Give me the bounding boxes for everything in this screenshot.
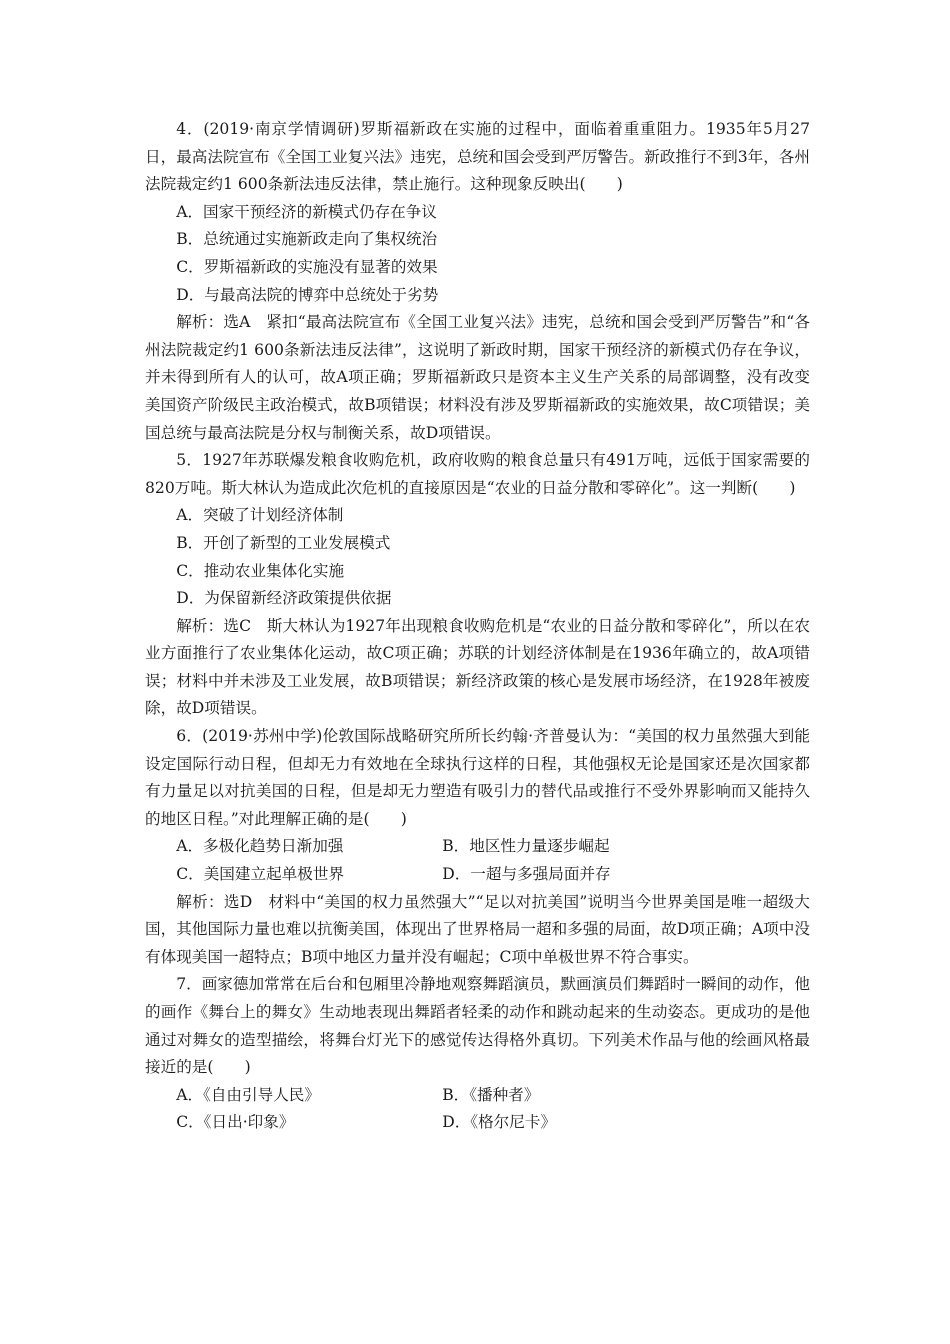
question-5-option-a: A．突破了计划经济体制 bbox=[176, 506, 344, 525]
document-page bbox=[145, 116, 810, 1137]
question-4-option-c: C．罗斯福新政的实施没有显著的效果 bbox=[176, 257, 438, 276]
question-6-option-b: B．地区性力量逐步崛起 bbox=[442, 837, 610, 856]
question-4-stem: 4．(2019·南京学情调研)罗斯福新政在实施的过程中，面临着重重阻力。1935年5月27日，最高法院宣布《全国工业复兴法》违宪，总统和国会受到严厉警告。新政推行不到3年，各州法院裁定约1 600条新法违反法律，禁止施行。这种现象反映出( ) bbox=[145, 120, 810, 194]
question-6-option-c: C．美国建立起单极世界 bbox=[176, 865, 345, 884]
question-6-options-row-1 bbox=[145, 833, 810, 861]
question-7-option-a: A．《自由引导人民》 bbox=[176, 1085, 320, 1104]
question-4-option-a: A．国家干预经济的新模式仍存在争议 bbox=[176, 202, 437, 221]
question-5-stem: 5．1927年苏联爆发粮食收购危机，政府收购的粮食总量只有491万吨，远低于国家需要的820万吨。斯大林认为造成此次危机的直接原因是“农业的日益分散和零碎化”。这一判断( ) bbox=[145, 451, 810, 497]
question-5-analysis: 解析：选C 斯大林认为1927年出现粮食收购危机是“农业的日益分散和零碎化”，所以在农业方面推行了农业集体化运动，故C项正确；苏联的计划经济体制是在1936年确立的，故A项错误；材料中并未涉及工业发展，故B项错误；新经济政策的核心是发展市场经济，在1928年被废除，故D项错误。 bbox=[145, 616, 810, 718]
question-4-option-d: D．与最高法院的博弈中总统处于劣势 bbox=[176, 285, 439, 304]
question-7-options-row-1 bbox=[145, 1082, 810, 1110]
question-7-options-row-2 bbox=[145, 1109, 810, 1137]
question-6-option-d: D．一超与多强局面并存 bbox=[442, 865, 611, 884]
question-6-analysis: 解析：选D 材料中“美国的权力虽然强大”“足以对抗美国”说明当今世界美国是唯一超级大国，其他国际力量也难以抗衡美国，体现出了世界格局一超和多强的局面，故D项正确；A项中没有体现美国一超特点；B项中地区力量并没有崛起；C项中单极世界不符合事实。 bbox=[145, 892, 810, 966]
question-6-option-a: A．多极化趋势日渐加强 bbox=[176, 837, 344, 856]
question-4-analysis: 解析：选A 紧扣“最高法院宣布《全国工业复兴法》违宪，总统和国会受到严厉警告”和“各州法院裁定约1 600条新法违反法律”，这说明了新政时期，国家干预经济的新模式仍存在争议，并未得到所有人的认可，故A项正确；罗斯福新政只是资本主义生产关系的局部调整，没有改变美国资产阶级民主政治模式，故B项错误；材料没有涉及罗斯福新政的实施效果，故C项错误；美国总统与最高法院是分权与制衡关系，故D项错误。 bbox=[145, 313, 810, 442]
question-6-stem: 6．(2019·苏州中学)伦敦国际战略研究所所长约翰·齐普曼认为：“美国的权力虽然强大到能设定国际行动日程，但却无力有效地在全球执行这样的日程，其他强权无论是国家还是次国家都有力量足以对抗美国的日程，但是却无力塑造有吸引力的替代品或推行不受外界影响而又能持久的地区日程。”对此理解正确的是( ) bbox=[145, 727, 810, 828]
question-5-option-c: C．推动农业集体化实施 bbox=[176, 561, 345, 580]
question-7-option-c: C．《日出·印象》 bbox=[176, 1113, 295, 1132]
question-7-option-b: B．《播种者》 bbox=[442, 1085, 540, 1104]
question-5-option-b: B．开创了新型的工业发展模式 bbox=[176, 533, 391, 552]
question-4-option-b: B．总统通过实施新政走向了集权统治 bbox=[176, 230, 438, 249]
question-5-option-d: D．为保留新经济政策提供依据 bbox=[176, 589, 392, 608]
question-7-stem: 7．画家德加常常在后台和包厢里冷静地观察舞蹈演员，默画演员们舞蹈时一瞬间的动作，他的画作《舞台上的舞女》生动地表现出舞蹈者轻柔的动作和跳动起来的生动姿态。更成功的是他通过对舞女的造型描绘，将舞台灯光下的感觉传达得格外真切。下列美术作品与他的绘画风格最接近的是( ) bbox=[145, 975, 810, 1077]
question-6-options-row-2 bbox=[145, 861, 810, 889]
question-7-option-d: D．《格尔尼卡》 bbox=[442, 1113, 557, 1132]
